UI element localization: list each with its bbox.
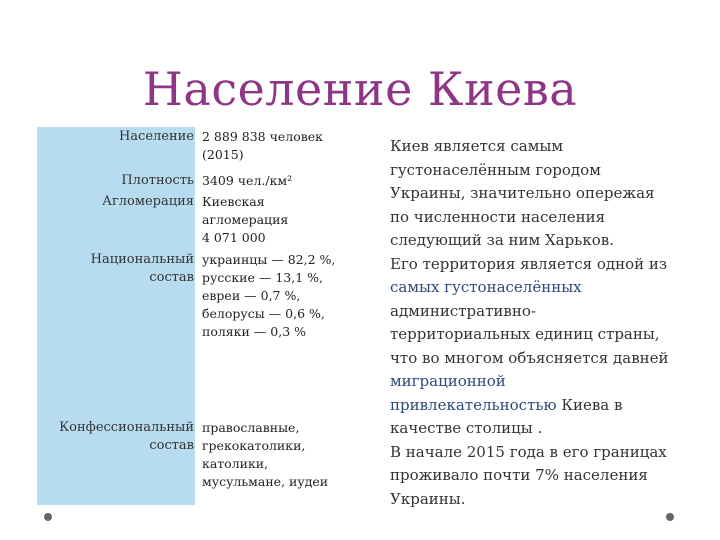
article-link-densely-populated[interactable]: самых густонаселённых [390,278,582,296]
decorative-dot-right [666,513,674,521]
infobox-value [202,251,352,341]
article-line: территориальных единиц страны, [390,325,660,343]
article-line: административно- [390,301,536,320]
infobox-value-line: мусульмане, иудеи [202,474,329,489]
infobox-label-line: состав [149,270,194,285]
infobox-value-line: русские — 13,1 %, [202,270,324,285]
article-line: следующий за ним Харьков. [390,231,614,249]
article-link-migration[interactable]: миграционной [390,372,506,390]
infobox-label: Население [118,129,194,144]
infobox-value-line: белорусы — 0,6 %, [202,306,325,321]
infobox-value-line: православные, [202,420,300,435]
infobox-value-line: Киевская [202,194,265,209]
slide-title: Население Киева [142,62,578,116]
infobox-value [202,193,352,247]
article-line: что во многом объясняется давней [390,348,669,367]
infobox-label [0,419,194,455]
infobox-label [0,251,194,287]
infobox-label-line: состав [149,438,194,453]
infobox-value-line: грекокатолики, [202,438,306,453]
infobox-value-line: поляки — 0,3 % [202,324,307,339]
article-line: Украины, значительно опережая [390,184,655,202]
infobox-label-line: Национальный [90,252,194,267]
infobox-value [202,128,352,164]
article-line: проживало почти 7% населения [390,466,648,484]
infobox-value-line: католики, [202,456,269,471]
article-text [390,135,690,511]
article-line-rest: Киева в [556,395,623,414]
infobox-value-line: 2 889 838 человек [202,129,323,144]
article-line: Его территория является одной из [390,254,668,273]
decorative-dot-left [44,513,52,521]
infobox-label-line: Конфессиональный [59,420,194,435]
infobox-label: Плотность [121,173,194,188]
article-line: по численности населения [390,207,606,226]
infobox-value [202,419,352,491]
article-line: густонаселённым городом [390,160,601,179]
infobox-label: Агломерация [102,194,194,209]
article-line: Украины. [390,489,466,508]
article-line: Киев является самым [390,137,564,155]
infobox-value-line: евреи — 0,7 %, [202,288,301,303]
article-link-migration-attractiveness[interactable]: привлекательностью [390,395,557,414]
infobox-value-line: 3409 чел./км² [202,173,293,188]
infobox-value-line: 4 071 000 [202,230,266,245]
infobox-value-line: (2015) [202,147,244,162]
article-line: В начале 2015 года в его границах [390,442,667,461]
infobox-value [202,172,352,190]
infobox-value-line: агломерация [202,212,289,227]
article-line: качестве столицы . [390,419,543,437]
infobox-value-line: украинцы — 82,2 %, [202,252,336,267]
article-line [390,394,690,418]
